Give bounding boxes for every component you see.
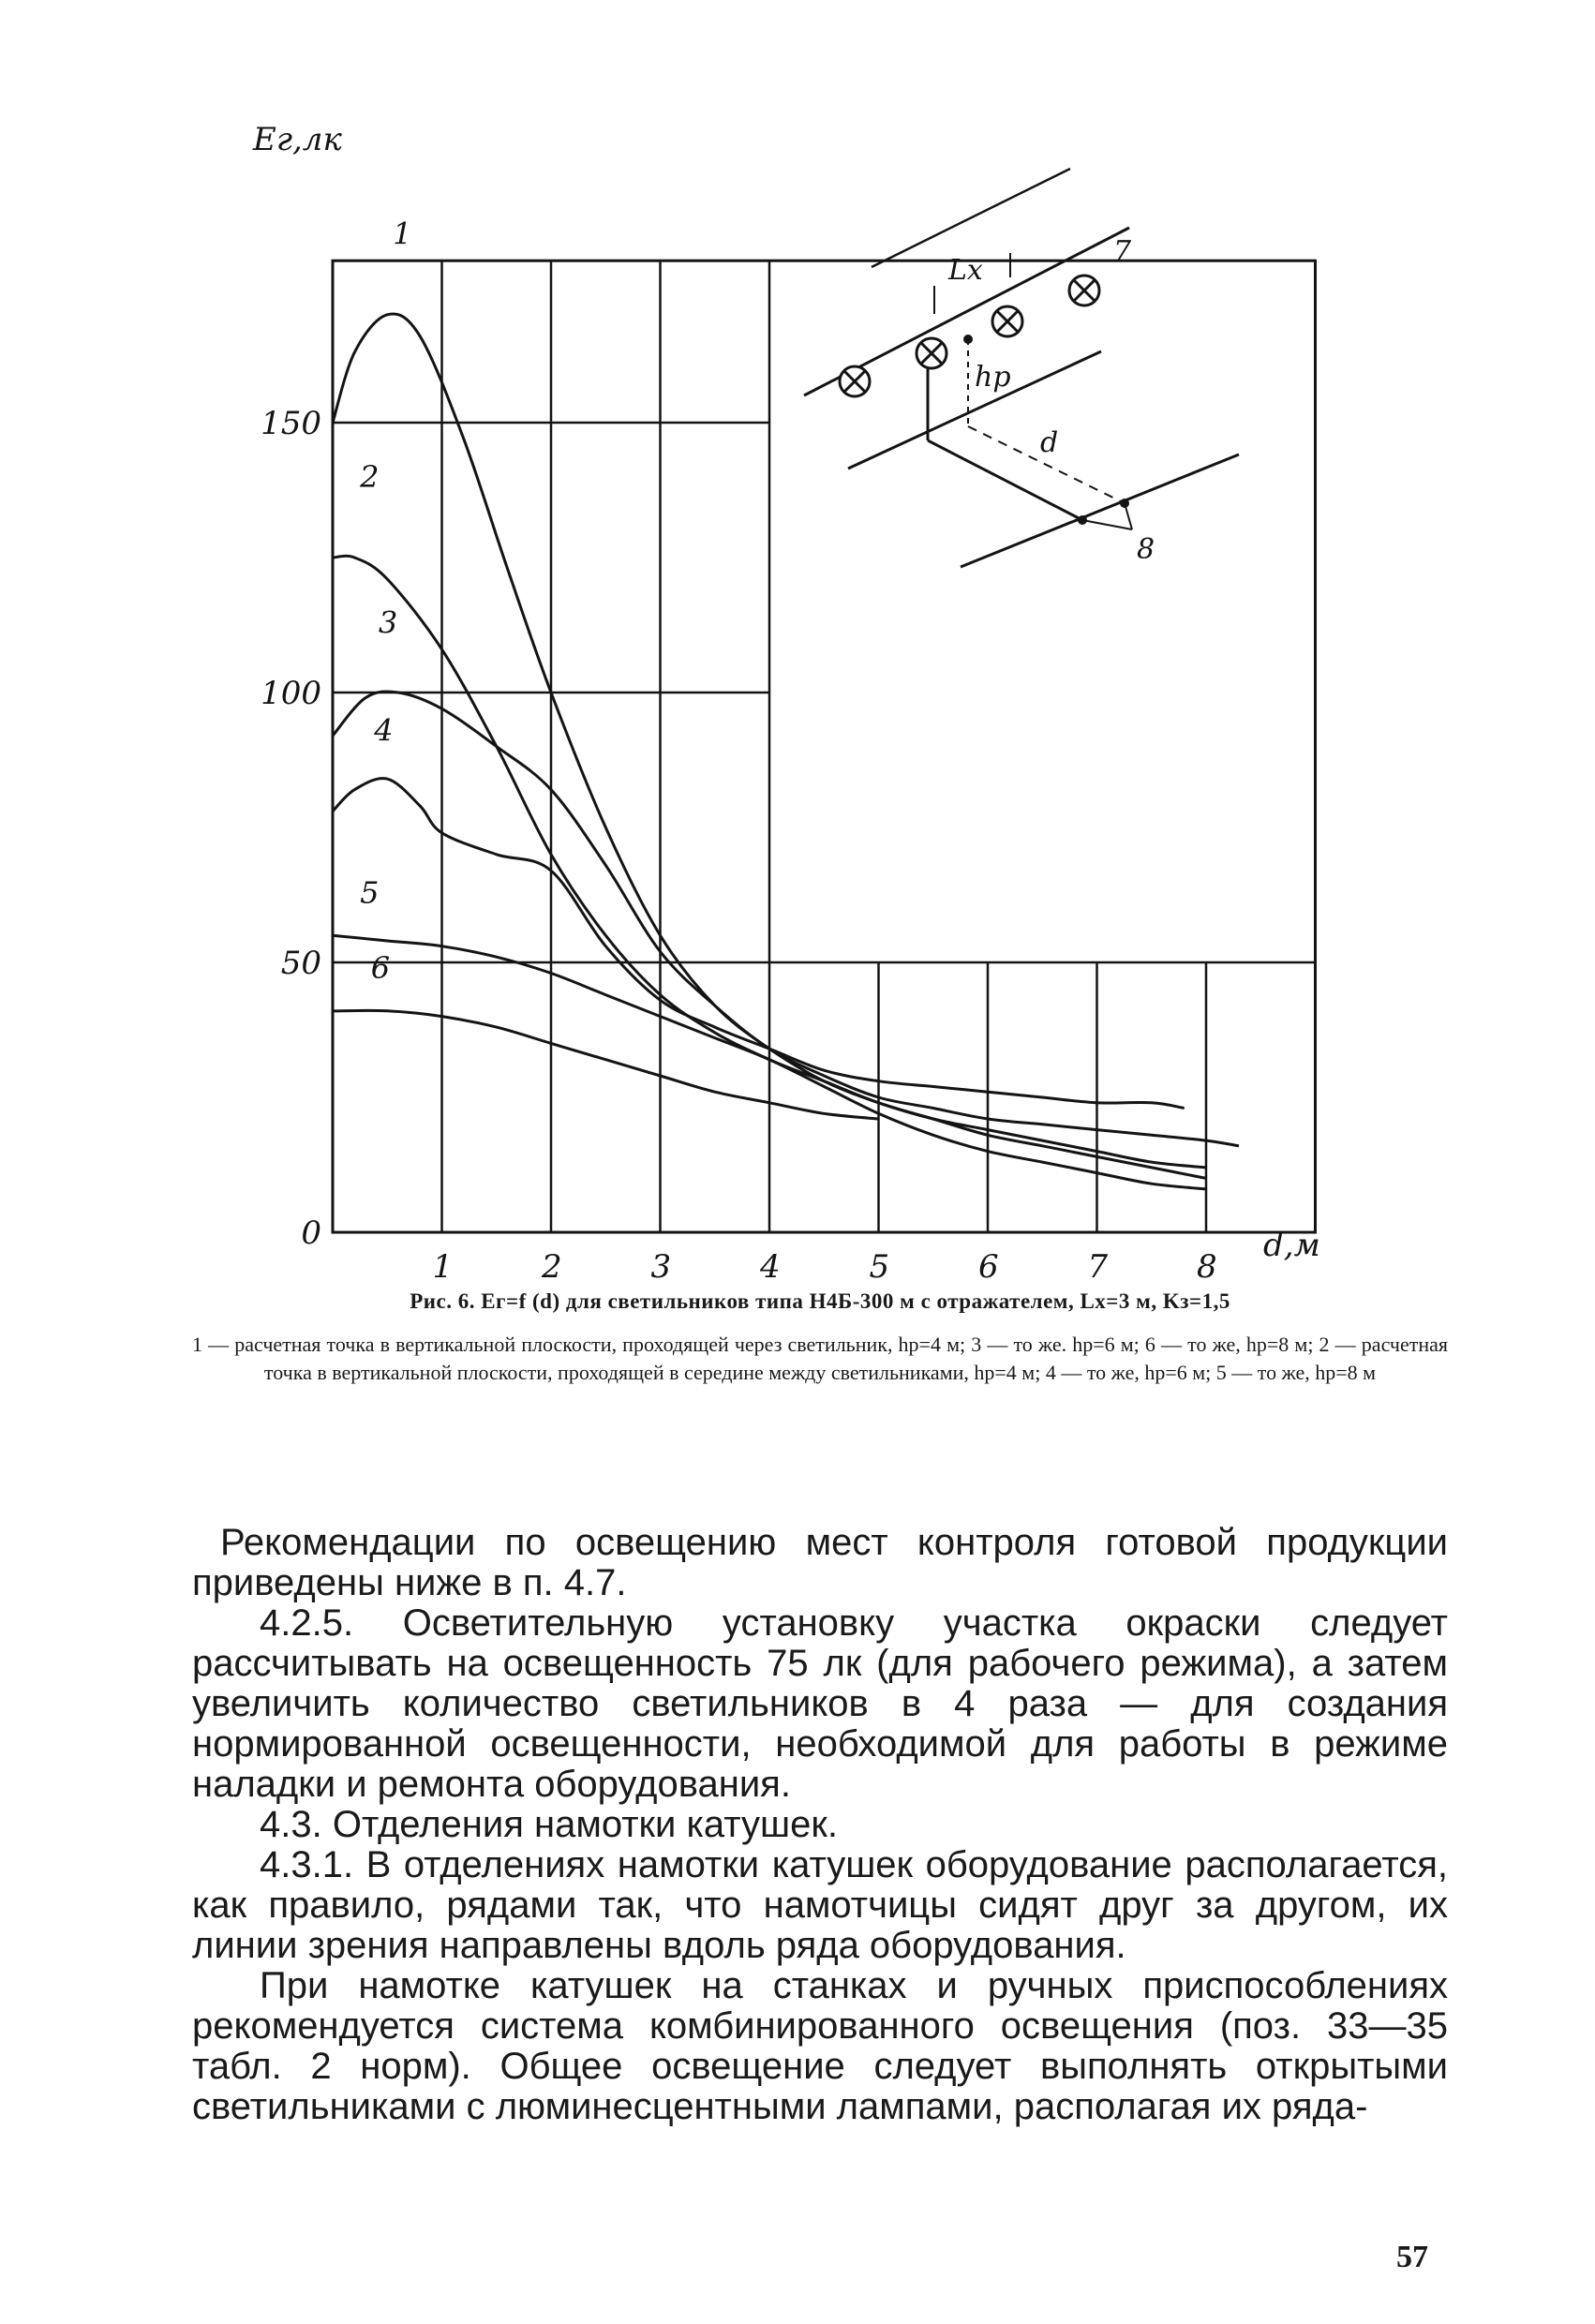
x-tick-label: 3 (650, 1248, 672, 1286)
inset-label-lamp-row: 7 (1113, 235, 1132, 268)
inset-label-hp: hp (975, 361, 1011, 394)
y-tick-label: 50 (280, 945, 321, 982)
lamp-icon (1069, 276, 1099, 305)
inset-label-point: 8 (1137, 533, 1155, 566)
x-tick-label: 5 (869, 1248, 890, 1286)
calc-point-dot (1078, 515, 1087, 525)
series-label-4: 4 (374, 712, 394, 749)
paragraph: 4.3.1. В отделениях намотки катушек оборудование располагается, как правило, рядами так, что намотчицы сидят друг за другом, их линии зрения направлены вдоль ряда оборудования. (192, 1844, 1448, 1966)
y-tick-label: 100 (261, 675, 321, 712)
lamp-icon (840, 366, 870, 396)
paragraph: При намотке катушек на станках и ручных приспособлениях рекомендуется система комбинированного освещения (поз. 33—35 табл. 2 норм). Общее освещение следует выполнять открытыми светильниками с люминесцентными лампами, располагая их ряда- (192, 1965, 1448, 2127)
calc-point-dot (1120, 499, 1129, 508)
paragraph: Рекомендации по освещению мест контроля готовой продукции приведены ниже в п. 4.7. (192, 1522, 1448, 1603)
figure-caption-legend: 1 — расчетная точка в вертикальной плоскости, проходящей через светильник, hр=4 м; 3 — то же. hр=6 м; 6 — то же, hр=8 м; 2 — расчетная точка в вертикальной плоскости, проходящей в середине между светильниками, hр=4 м; 4 — то же, hр=6 м; 5 — то же, hр=8 м (192, 1333, 1448, 1384)
x-tick-label: 1 (432, 1248, 454, 1286)
lamp-icon (992, 306, 1022, 336)
series-label-5: 5 (360, 874, 380, 911)
inset-label-lx: Lx (948, 254, 983, 287)
lamp-layout-inset (771, 169, 1314, 961)
y-tick-label: 150 (261, 405, 321, 442)
y-axis-label: Eг,лк (253, 121, 342, 158)
x-tick-label: 2 (542, 1248, 562, 1286)
series-label-6: 6 (370, 950, 391, 987)
paragraph: 4.2.5. Осветительную установку участка окраски следует рассчитывать на освещенность 75 лк (для рабочего режима), а затем увеличить количество светильников в 4 раза — для создания нормированной освещенности, необходимой для работы в режиме наладки и ремонта оборудования. (192, 1602, 1448, 1805)
lx-dimension-line (872, 169, 1070, 267)
section-heading: 4.3. Отделения намотки катушек. (260, 1804, 838, 1845)
series-label-2: 2 (360, 458, 380, 495)
page-number: 57 (1396, 2240, 1428, 2274)
series-label-3: 3 (378, 604, 398, 641)
lamp-icon (917, 338, 947, 368)
x-axis-label: d,м (1263, 1227, 1320, 1264)
x-tick-label: 7 (1087, 1248, 1109, 1286)
hp-point-dot (963, 335, 973, 344)
figure-caption-title: Рис. 6. Eг=f (d) для светильников типа Н4Б-300 м с отражателем, Lx=3 м, Kз=1,5 (410, 1289, 1230, 1313)
inset-label-d: d (1040, 426, 1059, 459)
y-tick-label: 0 (301, 1214, 321, 1252)
x-tick-label: 6 (978, 1248, 999, 1286)
main-text (192, 1523, 1448, 2127)
series-label-1: 1 (393, 216, 412, 252)
x-tick-label: 4 (760, 1248, 781, 1286)
x-tick-label: 8 (1197, 1248, 1217, 1286)
